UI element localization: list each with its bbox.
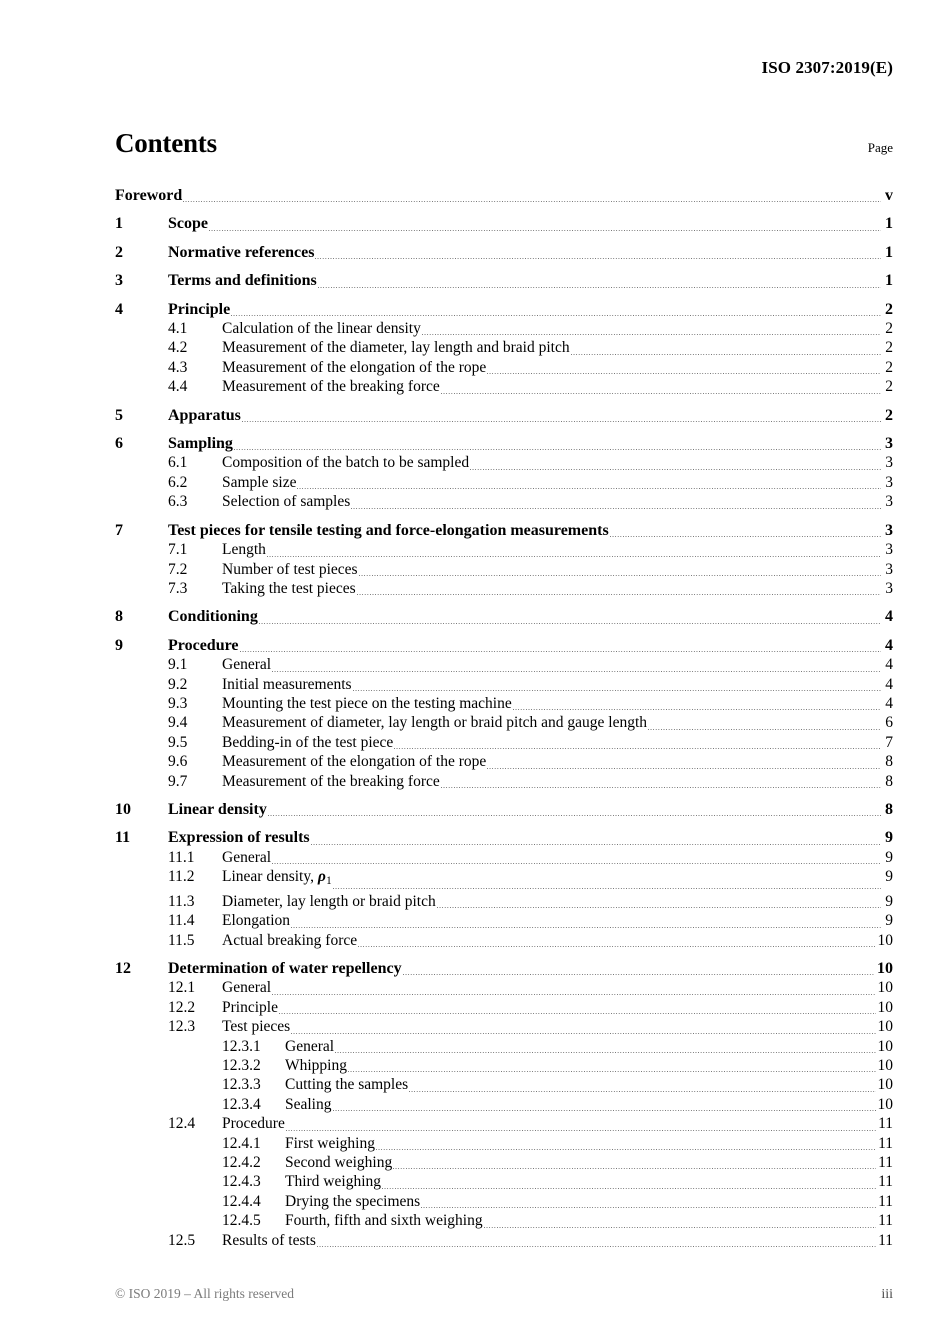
toc-entry[interactable] xyxy=(115,1075,893,1094)
toc-entry-title: Length xyxy=(222,541,266,559)
toc-entry-title: Principle xyxy=(222,998,278,1016)
toc-entry[interactable] xyxy=(115,978,893,997)
toc-entry[interactable] xyxy=(115,675,893,694)
toc-entry-title: Actual breaking force xyxy=(222,931,358,949)
toc-entry-number: 3 xyxy=(115,272,123,290)
toc-entry-page-number: 4 xyxy=(885,694,893,712)
toc-dot-leader xyxy=(272,994,875,995)
toc-entry-number: 12.4 xyxy=(168,1115,196,1133)
toc-entry-page-number: 2 xyxy=(885,406,893,424)
toc-entry-title: Measurement of the breaking force xyxy=(222,772,440,790)
toc-dot-leader xyxy=(358,946,875,947)
toc-dot-leader xyxy=(437,907,881,908)
toc-entry[interactable] xyxy=(115,338,893,357)
toc-entry-title: Principle xyxy=(168,300,231,318)
toc-entry-page-number: 11 xyxy=(878,1192,893,1210)
toc-entry-title: General xyxy=(222,848,272,866)
toc-entry[interactable] xyxy=(115,694,893,713)
toc-entry[interactable] xyxy=(115,1172,893,1191)
toc-entry-number: 2 xyxy=(115,243,123,261)
toc-entry[interactable] xyxy=(115,300,893,319)
toc-entry-page-number: 2 xyxy=(885,358,893,376)
toc-entry-title: Elongation xyxy=(222,912,291,930)
toc-dot-leader xyxy=(272,863,881,864)
toc-entry-page-number: 10 xyxy=(877,1037,893,1055)
toc-entry[interactable] xyxy=(115,473,893,492)
toc-dot-leader xyxy=(335,1052,875,1053)
toc-dot-leader xyxy=(234,449,881,450)
toc-entry[interactable] xyxy=(115,892,893,911)
toc-entry[interactable] xyxy=(115,636,893,655)
toc-dot-leader xyxy=(403,974,875,975)
toc-entry-number: 12.3.4 xyxy=(222,1095,261,1113)
toc-dot-leader xyxy=(376,1149,876,1150)
toc-entry[interactable] xyxy=(115,492,893,511)
toc-entry-number: 5 xyxy=(115,406,123,424)
toc-dot-leader xyxy=(487,373,881,374)
toc-entry-page-number: 9 xyxy=(885,868,893,886)
toc-entry-title: Diameter, lay length or braid pitch xyxy=(222,892,436,910)
toc-entry[interactable] xyxy=(115,358,893,377)
toc-entry[interactable] xyxy=(115,579,893,598)
toc-entry[interactable] xyxy=(115,1056,893,1075)
toc-entry-title: General xyxy=(285,1037,335,1055)
toc-entry-number: 4.1 xyxy=(168,320,188,338)
toc-entry-title: Determination of water repellency xyxy=(168,959,402,977)
document-header-standard-ref: ISO 2307:2019(E) xyxy=(761,58,893,77)
toc-entry-page-number: 11 xyxy=(878,1173,893,1191)
toc-entry-title: Measurement of the breaking force xyxy=(222,378,440,396)
toc-entry[interactable] xyxy=(115,319,893,338)
toc-dot-leader xyxy=(487,768,881,769)
toc-entry-number: 11.4 xyxy=(168,912,195,930)
toc-dot-leader xyxy=(357,594,881,595)
toc-entry-number: 6.1 xyxy=(168,454,188,472)
toc-entry-title: Measurement of the elongation of the rope xyxy=(222,358,487,376)
toc-entry-page-number: 11 xyxy=(878,1231,893,1249)
toc-entry-title: Measurement of the diameter, lay length and braid pitch xyxy=(222,339,570,357)
toc-entry-number: 7.2 xyxy=(168,560,188,578)
toc-dot-leader xyxy=(231,315,881,316)
toc-entry-number: 8 xyxy=(115,608,123,626)
toc-entry[interactable] xyxy=(115,1231,893,1250)
toc-entry-number: 11.5 xyxy=(168,931,195,949)
toc-dot-leader xyxy=(351,508,881,509)
toc-entry-title: Scope xyxy=(168,215,208,233)
toc-entry-page-number: 9 xyxy=(885,912,893,930)
toc-entry[interactable] xyxy=(115,214,893,233)
toc-entry[interactable] xyxy=(115,959,893,978)
toc-dot-leader xyxy=(209,230,881,231)
toc-dot-leader xyxy=(272,671,881,672)
toc-entry-number: 12.5 xyxy=(168,1231,196,1249)
toc-entry[interactable] xyxy=(115,733,893,752)
toc-entry-number: 1 xyxy=(115,215,123,233)
toc-dot-leader xyxy=(394,748,881,749)
toc-entry-page-number: 6 xyxy=(885,714,893,732)
page-title: Contents xyxy=(115,128,217,158)
toc-entry-number: 6 xyxy=(115,435,123,453)
toc-entry-number: 12.3.2 xyxy=(222,1056,261,1074)
toc-entry-page-number: 10 xyxy=(877,1018,893,1036)
toc-entry-number: 7.3 xyxy=(168,579,188,597)
toc-entry-page-number: 11 xyxy=(878,1115,893,1133)
toc-entry[interactable] xyxy=(115,911,893,930)
toc-entry-title: Sampling xyxy=(168,435,233,453)
toc-entry-page-number: 10 xyxy=(877,1095,893,1113)
toc-entry-number: 9 xyxy=(115,636,123,654)
toc-entry-number: 9.2 xyxy=(168,675,188,693)
toc-entry-title: Conditioning xyxy=(168,608,258,626)
toc-entry-title: Normative references xyxy=(168,243,315,261)
toc-dot-leader xyxy=(268,815,881,816)
toc-entry-title: Fourth, fifth and sixth weighing xyxy=(285,1212,483,1230)
toc-dot-leader xyxy=(183,201,881,202)
toc-entry-title: General xyxy=(222,979,272,997)
toc-entry-title: Bedding-in of the test piece xyxy=(222,733,394,751)
toc-dot-leader xyxy=(267,556,881,557)
toc-dot-leader xyxy=(441,787,881,788)
toc-entry-title: Third weighing xyxy=(285,1173,381,1191)
page-column-header: Page xyxy=(867,140,893,155)
toc-entry[interactable] xyxy=(115,1134,893,1153)
toc-dot-leader xyxy=(318,287,881,288)
toc-entry-number: 9.5 xyxy=(168,733,188,751)
toc-entry-number: 12.4.2 xyxy=(222,1153,261,1171)
toc-entry-page-number: 11 xyxy=(878,1212,893,1230)
toc-entry-page-number: 2 xyxy=(885,300,893,318)
toc-entry-number: 12.3 xyxy=(168,1018,196,1036)
toc-entry-title: Test pieces for tensile testing and force-elongation measurements xyxy=(168,521,609,539)
toc-entry[interactable] xyxy=(115,1114,893,1133)
toc-entry[interactable] xyxy=(115,560,893,579)
toc-entry-page-number: 3 xyxy=(885,560,893,578)
toc-entry-title: Initial measurements xyxy=(222,675,352,693)
footer-page-number: iii xyxy=(881,1287,893,1302)
toc-entry[interactable] xyxy=(115,1037,893,1056)
toc-entry-title: Composition of the batch to be sampled xyxy=(222,454,470,472)
toc-dot-leader xyxy=(648,729,881,730)
toc-dot-leader xyxy=(333,888,881,889)
toc-entry-page-number: 4 xyxy=(885,656,893,674)
toc-entry[interactable] xyxy=(115,607,893,626)
toc-entry-number: 9.6 xyxy=(168,753,188,771)
toc-entry[interactable] xyxy=(115,186,893,205)
toc-entry-page-number: 4 xyxy=(885,636,893,654)
toc-entry-page-number: 3 xyxy=(885,493,893,511)
toc-entry-page-number: 8 xyxy=(885,800,893,818)
toc-entry[interactable] xyxy=(115,243,893,262)
toc-entry-page-number: 10 xyxy=(877,998,893,1016)
toc-entry-page-number: 10 xyxy=(877,1056,893,1074)
toc-entry[interactable] xyxy=(115,271,893,290)
toc-entry[interactable] xyxy=(115,1211,893,1230)
toc-entry-title: Measurement of the elongation of the rope xyxy=(222,753,487,771)
toc-entry-number: 12.4.1 xyxy=(222,1134,261,1152)
toc-entry[interactable] xyxy=(115,931,893,950)
toc-entry-number: 12.4.5 xyxy=(222,1212,261,1230)
toc-entry-page-number: 1 xyxy=(885,243,893,261)
toc-entry-title: Sample size xyxy=(222,473,297,491)
table-of-contents xyxy=(115,186,893,1250)
toc-entry-number: 9.1 xyxy=(168,656,188,674)
toc-entry-title: Test pieces xyxy=(222,1018,291,1036)
toc-entry-title: Terms and definitions xyxy=(168,272,317,290)
toc-dot-leader xyxy=(291,1033,875,1034)
toc-dot-leader xyxy=(291,927,881,928)
toc-entry-title: Foreword xyxy=(115,187,183,204)
toc-entry[interactable] xyxy=(115,655,893,674)
toc-entry-page-number: 1 xyxy=(885,215,893,233)
toc-dot-leader xyxy=(286,1130,876,1131)
toc-entry-page-number: 2 xyxy=(885,339,893,357)
toc-entry[interactable] xyxy=(115,453,893,472)
toc-entry[interactable] xyxy=(115,1192,893,1211)
toc-entry-page-number: 10 xyxy=(877,959,893,977)
toc-entry-number: 9.3 xyxy=(168,694,188,712)
toc-entry[interactable] xyxy=(115,867,893,892)
toc-entry[interactable] xyxy=(115,377,893,396)
toc-entry-page-number: 3 xyxy=(885,541,893,559)
toc-entry-title: Number of test pieces xyxy=(222,560,358,578)
toc-dot-leader xyxy=(317,1246,876,1247)
toc-dot-leader xyxy=(409,1091,875,1092)
toc-entry-title: Cutting the samples xyxy=(285,1076,409,1094)
toc-entry-page-number: 10 xyxy=(877,1076,893,1094)
contents-heading-row xyxy=(115,128,893,159)
toc-entry-title: First weighing xyxy=(285,1134,375,1152)
toc-entry-page-number: 3 xyxy=(885,454,893,472)
toc-entry[interactable] xyxy=(115,998,893,1017)
toc-entry-page-number: 11 xyxy=(878,1134,893,1152)
toc-entry-page-number: 3 xyxy=(885,435,893,453)
toc-entry-number: 4.2 xyxy=(168,339,188,357)
toc-entry-page-number: v xyxy=(885,187,893,204)
toc-entry-page-number: 2 xyxy=(885,320,893,338)
toc-entry-title: Linear density, $\rho_1$ xyxy=(222,868,332,888)
footer-copyright: © ISO 2019 – All rights reserved xyxy=(115,1286,294,1301)
toc-entry-number: 11.1 xyxy=(168,848,195,866)
toc-entry-number: 4.3 xyxy=(168,358,188,376)
toc-entry-number: 4 xyxy=(115,300,123,318)
toc-entry-title: Procedure xyxy=(168,636,239,654)
toc-entry-page-number: 3 xyxy=(885,579,893,597)
toc-entry[interactable] xyxy=(115,772,893,791)
toc-dot-leader xyxy=(513,709,881,710)
toc-entry-number: 10 xyxy=(115,800,131,818)
toc-entry[interactable] xyxy=(115,434,893,453)
toc-entry-number: 11.2 xyxy=(168,868,195,886)
toc-dot-leader xyxy=(315,258,881,259)
toc-entry[interactable] xyxy=(115,540,893,559)
toc-entry[interactable] xyxy=(115,1017,893,1036)
toc-entry-page-number: 4 xyxy=(885,675,893,693)
toc-entry-page-number: 4 xyxy=(885,608,893,626)
toc-entry[interactable] xyxy=(115,1153,893,1172)
toc-dot-leader xyxy=(359,575,881,576)
toc-entry-title: Selection of samples xyxy=(222,493,351,511)
toc-entry[interactable] xyxy=(115,521,893,540)
toc-dot-leader xyxy=(470,469,881,470)
toc-dot-leader xyxy=(311,844,881,845)
toc-dot-leader xyxy=(240,651,882,652)
toc-entry-title: Expression of results xyxy=(168,829,310,847)
toc-entry-number: 12.4.4 xyxy=(222,1192,261,1210)
toc-entry-number: 9.4 xyxy=(168,714,188,732)
toc-entry-page-number: 9 xyxy=(885,829,893,847)
toc-dot-leader xyxy=(242,421,881,422)
toc-entry-page-number: 11 xyxy=(878,1153,893,1171)
toc-entry-title: Second weighing xyxy=(285,1153,393,1171)
toc-dot-leader xyxy=(353,690,881,691)
toc-entry-number: 12.4.3 xyxy=(222,1173,261,1191)
toc-dot-leader xyxy=(441,393,881,394)
toc-entry-title: Procedure xyxy=(222,1115,285,1133)
toc-entry-number: 11.3 xyxy=(168,892,195,910)
document-footer xyxy=(115,1286,893,1303)
toc-dot-leader xyxy=(297,488,881,489)
toc-entry-page-number: 10 xyxy=(877,931,893,949)
toc-entry-page-number: 8 xyxy=(885,772,893,790)
toc-dot-leader xyxy=(421,1207,876,1208)
toc-entry[interactable] xyxy=(115,1095,893,1114)
toc-entry-number: 4.4 xyxy=(168,378,188,396)
toc-entry-number: 12.3.1 xyxy=(222,1037,261,1055)
toc-entry-title: General xyxy=(222,656,272,674)
toc-entry-page-number: 9 xyxy=(885,892,893,910)
toc-entry-number: 12.2 xyxy=(168,998,196,1016)
toc-entry[interactable] xyxy=(115,828,893,847)
toc-entry-page-number: 2 xyxy=(885,378,893,396)
toc-dot-leader xyxy=(382,1188,876,1189)
toc-dot-leader xyxy=(259,623,881,624)
toc-entry[interactable] xyxy=(115,848,893,867)
toc-entry-title: Taking the test pieces xyxy=(222,579,356,597)
toc-entry-page-number: 9 xyxy=(885,848,893,866)
toc-dot-leader xyxy=(393,1168,876,1169)
toc-entry-title: Linear density xyxy=(168,800,267,818)
toc-dot-leader xyxy=(571,354,881,355)
toc-dot-leader xyxy=(484,1227,876,1228)
toc-entry-number: 6.3 xyxy=(168,493,188,511)
toc-entry-number: 11 xyxy=(115,829,131,847)
toc-entry[interactable] xyxy=(115,800,893,819)
toc-entry-number: 7 xyxy=(115,521,123,539)
toc-entry-title: Whipping xyxy=(285,1056,347,1074)
toc-entry-title: Measurement of diameter, lay length or braid pitch and gauge length xyxy=(222,714,648,732)
toc-dot-leader xyxy=(279,1013,876,1014)
toc-entry-number: 12.3.3 xyxy=(222,1076,261,1094)
toc-entry-number: 7.1 xyxy=(168,541,188,559)
toc-dot-leader xyxy=(333,1110,876,1111)
toc-entry-page-number: 3 xyxy=(885,521,893,539)
toc-entry-number: 6.2 xyxy=(168,473,188,491)
toc-entry-page-number: 10 xyxy=(877,979,893,997)
toc-entry-number: 9.7 xyxy=(168,772,188,790)
toc-entry-page-number: 3 xyxy=(885,473,893,491)
toc-entry-title: Results of tests xyxy=(222,1231,316,1249)
toc-entry[interactable] xyxy=(115,752,893,771)
toc-entry-number: 12.1 xyxy=(168,979,196,997)
toc-entry-page-number: 1 xyxy=(885,272,893,290)
toc-dot-leader xyxy=(422,334,881,335)
toc-entry-title: Calculation of the linear density xyxy=(222,320,421,338)
toc-dot-leader xyxy=(348,1071,876,1072)
toc-entry-title: Mounting the test piece on the testing machine xyxy=(222,694,512,712)
toc-entry-page-number: 7 xyxy=(885,733,893,751)
toc-entry-title: Drying the specimens xyxy=(285,1192,421,1210)
toc-entry-page-number: 8 xyxy=(885,753,893,771)
toc-entry-title: Apparatus xyxy=(168,406,241,424)
toc-entry-title: Sealing xyxy=(285,1095,332,1113)
toc-entry[interactable] xyxy=(115,406,893,425)
toc-dot-leader xyxy=(610,536,881,537)
toc-entry-number: 12 xyxy=(115,959,131,977)
toc-entry[interactable] xyxy=(115,713,893,732)
